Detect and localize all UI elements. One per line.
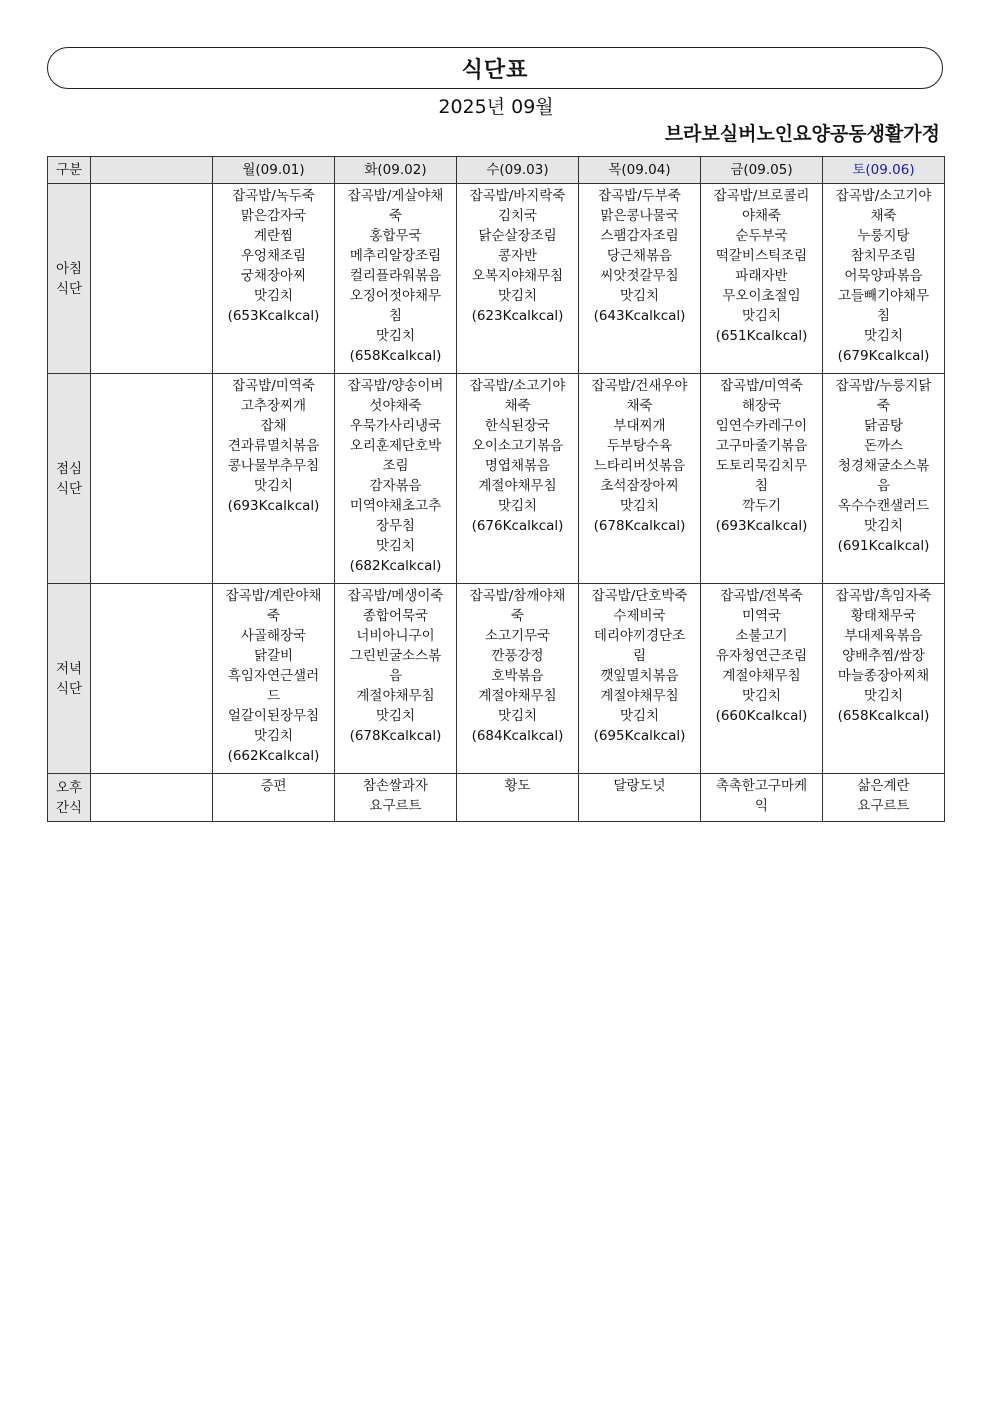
menu-item: (658Kcalkcal) bbox=[837, 708, 930, 724]
menu-item: (676Kcalkcal) bbox=[471, 518, 564, 534]
menu-item: 맛김치 bbox=[253, 728, 294, 744]
row-label bbox=[48, 374, 91, 584]
menu-item: 무오이초절임 bbox=[722, 288, 801, 304]
menu-item: 맛김치 bbox=[375, 538, 416, 554]
menu-item: 오복지야채무침 bbox=[471, 268, 564, 284]
meal-row-dinner bbox=[48, 584, 945, 774]
menu-item: 죽 bbox=[510, 608, 525, 624]
menu-item: 계절야채무침 bbox=[722, 668, 801, 684]
menu-item: (660Kcalkcal) bbox=[715, 708, 808, 724]
menu-item: 고들빼기야채무 bbox=[837, 288, 930, 304]
blank-cell bbox=[91, 774, 213, 822]
menu-item: 오이소고기볶음 bbox=[471, 438, 564, 454]
header-day-thu: 목(09.04) bbox=[579, 157, 701, 184]
row-label-line: 오후 bbox=[55, 779, 83, 796]
menu-cell bbox=[213, 184, 335, 374]
menu-item: 드 bbox=[266, 688, 281, 704]
header-day-mon: 월(09.01) bbox=[213, 157, 335, 184]
header-category: 구분 bbox=[48, 157, 91, 184]
menu-cell bbox=[701, 374, 823, 584]
blank-cell bbox=[91, 374, 213, 584]
menu-item: 맛김치 bbox=[497, 708, 538, 724]
menu-cell bbox=[457, 774, 579, 822]
menu-item: 잡곡밥/미역죽 bbox=[232, 378, 315, 394]
menu-item: 깍두기 bbox=[741, 498, 782, 514]
menu-item: 씨앗젓갈무침 bbox=[600, 268, 679, 284]
menu-cell bbox=[701, 184, 823, 374]
menu-item: 호박볶음 bbox=[491, 668, 544, 684]
menu-item: 맛김치 bbox=[619, 498, 660, 514]
menu-item: 해장국 bbox=[741, 398, 782, 414]
menu-item: 메추리알장조림 bbox=[349, 248, 442, 264]
menu-item: (693Kcalkcal) bbox=[227, 498, 320, 514]
menu-cell bbox=[823, 774, 945, 822]
menu-item: 잡곡밥/게살야채 bbox=[347, 188, 444, 204]
row-label-line: 점심 bbox=[55, 460, 83, 477]
menu-item: (643Kcalkcal) bbox=[593, 308, 686, 324]
header-day-wed: 수(09.03) bbox=[457, 157, 579, 184]
menu-item: (651Kcalkcal) bbox=[715, 328, 808, 344]
menu-item: 야채죽 bbox=[741, 208, 782, 224]
menu-item: 잡곡밥/소고기야 bbox=[835, 188, 932, 204]
menu-item: 잡곡밥/양송이버 bbox=[347, 378, 444, 394]
menu-item: 오리훈제단호박 bbox=[349, 438, 442, 454]
menu-item: 너비아니구이 bbox=[356, 628, 435, 644]
menu-item: 음 bbox=[876, 478, 891, 494]
menu-item: 잡곡밥/단호박죽 bbox=[591, 588, 688, 604]
menu-item: 당근채볶음 bbox=[606, 248, 673, 264]
menu-item: 맛김치 bbox=[741, 688, 782, 704]
menu-item: 채죽 bbox=[870, 208, 897, 224]
menu-item: 요구르트 bbox=[369, 798, 422, 814]
menu-item: 스팸감자조림 bbox=[600, 228, 679, 244]
menu-item: 잡곡밥/미역죽 bbox=[720, 378, 803, 394]
menu-item: 맛김치 bbox=[863, 518, 904, 534]
menu-item: 맛김치 bbox=[253, 478, 294, 494]
menu-item: 침 bbox=[388, 308, 403, 324]
menu-item: 잡곡밥/바지락죽 bbox=[469, 188, 566, 204]
menu-item: 사골해장국 bbox=[240, 628, 307, 644]
menu-item: 죽 bbox=[876, 398, 891, 414]
menu-item: (678Kcalkcal) bbox=[349, 728, 442, 744]
menu-item: (653Kcalkcal) bbox=[227, 308, 320, 324]
menu-cell bbox=[579, 584, 701, 774]
menu-cell bbox=[701, 774, 823, 822]
menu-item: 콩나물부추무침 bbox=[227, 458, 320, 474]
menu-item: (658Kcalkcal) bbox=[349, 348, 442, 364]
menu-cell bbox=[823, 184, 945, 374]
menu-item: (695Kcalkcal) bbox=[593, 728, 686, 744]
menu-item: 채죽 bbox=[626, 398, 653, 414]
row-label bbox=[48, 584, 91, 774]
menu-item: 요구르트 bbox=[857, 798, 910, 814]
menu-item: 깐풍강정 bbox=[491, 648, 544, 664]
blank-cell bbox=[91, 584, 213, 774]
menu-item: 잡곡밥/두부죽 bbox=[598, 188, 681, 204]
menu-cell bbox=[213, 584, 335, 774]
menu-item: 맛김치 bbox=[619, 288, 660, 304]
menu-item: 부대제육볶음 bbox=[844, 628, 923, 644]
menu-item: 잡곡밥/참깨야채 bbox=[469, 588, 566, 604]
row-label bbox=[48, 774, 91, 822]
menu-item: 유자청연근조림 bbox=[715, 648, 808, 664]
menu-item: 누룽지탕 bbox=[857, 228, 910, 244]
menu-item: 순두부국 bbox=[735, 228, 788, 244]
menu-item: (678Kcalkcal) bbox=[593, 518, 686, 534]
facility-name: 브라보실버노인요양공동생활가정 bbox=[664, 123, 940, 145]
menu-item: 두부탕수육 bbox=[606, 438, 673, 454]
menu-item: 계란찜 bbox=[253, 228, 294, 244]
menu-item: 황도 bbox=[504, 778, 531, 794]
menu-item: 어묵양파볶음 bbox=[844, 268, 923, 284]
menu-item: 림 bbox=[632, 648, 647, 664]
menu-item: 삶은계란 bbox=[857, 778, 910, 794]
menu-item: 소불고기 bbox=[735, 628, 788, 644]
menu-item: 옥수수캔샐러드 bbox=[837, 498, 930, 514]
menu-item: (684Kcalkcal) bbox=[471, 728, 564, 744]
menu-item: 맛김치 bbox=[497, 288, 538, 304]
menu-item: 채죽 bbox=[504, 398, 531, 414]
header-blank bbox=[91, 157, 213, 184]
header-day-sat: 토(09.06) bbox=[823, 157, 945, 184]
menu-item: (691Kcalkcal) bbox=[837, 538, 930, 554]
menu-item: 파래자반 bbox=[735, 268, 788, 284]
menu-item: 장무침 bbox=[375, 518, 416, 534]
menu-item: (662Kcalkcal) bbox=[227, 748, 320, 764]
menu-item: 달랑도넛 bbox=[613, 778, 666, 794]
menu-item: 양배추찜/쌈장 bbox=[842, 648, 925, 664]
menu-item: 참치무조림 bbox=[850, 248, 917, 264]
menu-cell bbox=[579, 184, 701, 374]
menu-item: 맛김치 bbox=[863, 328, 904, 344]
menu-item: 미역야채초고추 bbox=[349, 498, 442, 514]
row-label-line: 식단 bbox=[55, 680, 83, 697]
menu-item: 감자볶음 bbox=[369, 478, 422, 494]
menu-cell bbox=[823, 374, 945, 584]
menu-item: 맑은감자국 bbox=[240, 208, 307, 224]
menu-item: 계절야채무침 bbox=[478, 478, 557, 494]
row-label bbox=[48, 184, 91, 374]
header-day-tue: 화(09.02) bbox=[335, 157, 457, 184]
menu-item: 한식된장국 bbox=[484, 418, 551, 434]
menu-item: 황태채무국 bbox=[850, 608, 917, 624]
menu-item: 촉촉한고구마케 bbox=[715, 778, 808, 794]
menu-cell bbox=[701, 584, 823, 774]
menu-item: 잡곡밥/브로콜리 bbox=[713, 188, 810, 204]
menu-item: 침 bbox=[876, 308, 891, 324]
menu-item: 그린빈굴소스볶 bbox=[349, 648, 442, 664]
menu-item: 맛김치 bbox=[741, 308, 782, 324]
menu-body bbox=[48, 184, 945, 822]
menu-item: 잡곡밥/메생이죽 bbox=[347, 588, 444, 604]
month-label: 2025년 09월 bbox=[438, 96, 554, 118]
menu-item: 임연수카레구이 bbox=[715, 418, 808, 434]
menu-cell bbox=[213, 774, 335, 822]
menu-item: 닭곰탕 bbox=[863, 418, 904, 434]
menu-cell bbox=[335, 184, 457, 374]
menu-item: 도토리묵김치무 bbox=[715, 458, 808, 474]
menu-item: 명엽채볶음 bbox=[484, 458, 551, 474]
menu-cell bbox=[213, 374, 335, 584]
menu-item: 견과류멸치볶음 bbox=[227, 438, 320, 454]
menu-item: 맛김치 bbox=[253, 288, 294, 304]
menu-cell bbox=[457, 184, 579, 374]
menu-item: 닭순살장조림 bbox=[478, 228, 557, 244]
menu-item: 홍합무국 bbox=[369, 228, 422, 244]
menu-item: 미역국 bbox=[741, 608, 782, 624]
row-label-line: 간식 bbox=[55, 799, 83, 816]
menu-item: 수제비국 bbox=[613, 608, 666, 624]
menu-item: 초석잠장아찌 bbox=[600, 478, 679, 494]
menu-item: 맛김치 bbox=[619, 708, 660, 724]
menu-item: 오징어젓야채무 bbox=[349, 288, 442, 304]
menu-item: 컬리플라워볶음 bbox=[349, 268, 442, 284]
menu-item: 맛김치 bbox=[375, 328, 416, 344]
header-row bbox=[48, 157, 945, 184]
menu-item: 떡갈비스틱조림 bbox=[715, 248, 808, 264]
menu-item: 얼갈이된장무침 bbox=[227, 708, 320, 724]
menu-item: 잡곡밥/건새우야 bbox=[591, 378, 688, 394]
menu-item: (623Kcalkcal) bbox=[471, 308, 564, 324]
title-box bbox=[47, 47, 943, 89]
meal-row-snack bbox=[48, 774, 945, 822]
menu-item: 데리야끼경단조 bbox=[593, 628, 686, 644]
menu-cell bbox=[823, 584, 945, 774]
menu-item: 우묵가사리냉국 bbox=[349, 418, 442, 434]
meal-row-lunch bbox=[48, 374, 945, 584]
menu-item: 침 bbox=[754, 478, 769, 494]
menu-cell bbox=[335, 774, 457, 822]
menu-item: 죽 bbox=[388, 208, 403, 224]
header-day-fri: 금(09.05) bbox=[701, 157, 823, 184]
blank-cell bbox=[91, 184, 213, 374]
row-label-line: 식단 bbox=[55, 280, 83, 297]
menu-item: 소고기무국 bbox=[484, 628, 551, 644]
menu-item: 부대찌개 bbox=[613, 418, 666, 434]
menu-item: 깻잎멸치볶음 bbox=[600, 668, 679, 684]
menu-item: 잡곡밥/소고기야 bbox=[469, 378, 566, 394]
menu-item: (679Kcalkcal) bbox=[837, 348, 930, 364]
menu-item: 마늘종장아찌채 bbox=[837, 668, 930, 684]
menu-item: 계절야채무침 bbox=[356, 688, 435, 704]
menu-item: 김치국 bbox=[497, 208, 538, 224]
menu-item: 종합어묵국 bbox=[362, 608, 429, 624]
menu-item: 맛김치 bbox=[375, 708, 416, 724]
menu-item: 맛김치 bbox=[497, 498, 538, 514]
menu-cell bbox=[579, 374, 701, 584]
menu-item: 익 bbox=[754, 798, 769, 814]
menu-item: 잡곡밥/녹두죽 bbox=[232, 188, 315, 204]
menu-item: 계절야채무침 bbox=[478, 688, 557, 704]
menu-item: 증편 bbox=[260, 778, 287, 794]
menu-item: 우엉채조림 bbox=[240, 248, 307, 264]
menu-item: 돈까스 bbox=[863, 438, 904, 454]
menu-item: 계절야채무침 bbox=[600, 688, 679, 704]
menu-item: 죽 bbox=[266, 608, 281, 624]
menu-item: 잡곡밥/누룽지닭 bbox=[835, 378, 932, 394]
menu-item: 느타리버섯볶음 bbox=[593, 458, 686, 474]
menu-cell bbox=[457, 584, 579, 774]
menu-item: 맛김치 bbox=[863, 688, 904, 704]
menu-item: 잡채 bbox=[260, 418, 287, 434]
menu-item: 잡곡밥/계란야채 bbox=[225, 588, 322, 604]
menu-item: (682Kcalkcal) bbox=[349, 558, 442, 574]
meal-row-breakfast bbox=[48, 184, 945, 374]
menu-item: 섯야채죽 bbox=[369, 398, 422, 414]
menu-item: 닭갈비 bbox=[253, 648, 294, 664]
menu-item: 잡곡밥/전복죽 bbox=[720, 588, 803, 604]
menu-cell bbox=[335, 374, 457, 584]
menu-item: 궁채장아찌 bbox=[240, 268, 307, 284]
menu-item: 맑은콩나물국 bbox=[600, 208, 679, 224]
menu-item: 음 bbox=[388, 668, 403, 684]
menu-item: (693Kcalkcal) bbox=[715, 518, 808, 534]
menu-item: 청경채굴소스볶 bbox=[837, 458, 930, 474]
menu-item: 콩자반 bbox=[497, 248, 538, 264]
menu-table bbox=[47, 156, 945, 822]
menu-item: 흑임자연근샐러 bbox=[227, 668, 320, 684]
menu-cell bbox=[335, 584, 457, 774]
menu-item: 참손쌀과자 bbox=[362, 778, 429, 794]
row-label-line: 저녁 bbox=[55, 660, 83, 677]
menu-item: 잡곡밥/흑임자죽 bbox=[835, 588, 932, 604]
menu-item: 고추장찌개 bbox=[240, 398, 307, 414]
row-label-line: 아침 bbox=[55, 260, 83, 277]
menu-item: 고구마줄기볶음 bbox=[715, 438, 808, 454]
menu-item: 조림 bbox=[382, 458, 409, 474]
page-title: 식단표 bbox=[461, 57, 529, 83]
menu-cell bbox=[457, 374, 579, 584]
menu-cell bbox=[579, 774, 701, 822]
row-label-line: 식단 bbox=[55, 480, 83, 497]
